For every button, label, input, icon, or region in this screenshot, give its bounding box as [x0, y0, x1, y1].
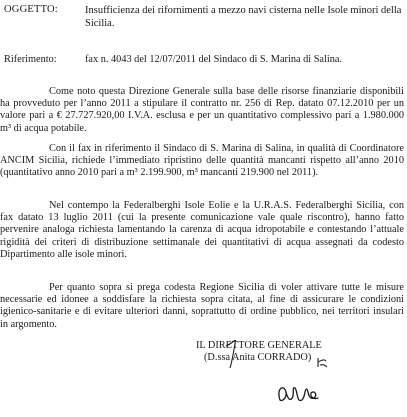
signatory-name: (D.ssa Anita CORRADO): [204, 352, 312, 363]
handwritten-signature-icon: [196, 340, 376, 415]
body-paragraph-3: Nel contempo la Federalberghi Isole Eolie e la U.R.A.S. Federalberghi Sicilia, con fax datato 13 luglio 2011 (cui la presente comunicazione vale quale riscontro), hanno fatto pervenire analoga richiesta lamentando la carenza di acqua idropotabile e contestando l’attuale rigidità dei criteri di distribuzione settimanale dei quantitativi di acqua assegnati da codesto Dipartimento alle isole minori.: [0, 200, 404, 260]
body-paragraph-4: Per quanto sopra si prega codesta Regione Sicilia di voler attivare tutte le misure necessarie ed idonee a soddisfare la richiesta sopra citata, al fine di assicurare le condizioni igienico-sanitarie e di evitare ulteriori danni, soprattutto di ordine pubblico, nei territori insulari in argomento.: [0, 282, 404, 330]
reference-text: fax n. 4043 del 12/07/2011 del Sindaco di S. Marina di Salina.: [85, 54, 343, 65]
signatory-title: IL DIRETTORE GENERALE: [196, 340, 322, 351]
subject-label: OGGETTO:: [4, 4, 58, 15]
body-paragraph-2: Con il fax in riferimento il Sindaco di S. Marina di Salina, in qualità di Coordinatore ANCIM Sicilia, richiede l’immediato ripristino delle quantità mancanti rispetto all’anno 2010 (quantitativo anno 2010 pari a m³ 2.199.900, m³ mancanti 219.900 nel 2011).: [0, 143, 404, 179]
reference-label: Riferimento:: [4, 54, 57, 65]
body-paragraph-1: Come noto questa Direzione Generale sulla base delle risorse finanziarie disponibili ha provveduto per l’anno 2011 a stipulare il contratto nr. 256 di Rep. datato 07.12.2010 per un valore pari a € 27.727.920,00 I.V.A. esclusa e per un quantitativo complessivo pari a 1.980.000 m³ di acqua potabile.: [0, 86, 404, 134]
subject-text: Insufficienza dei rifornimenti a mezzo navi cisterna nelle Isole minori della Sicilia.: [85, 5, 402, 29]
